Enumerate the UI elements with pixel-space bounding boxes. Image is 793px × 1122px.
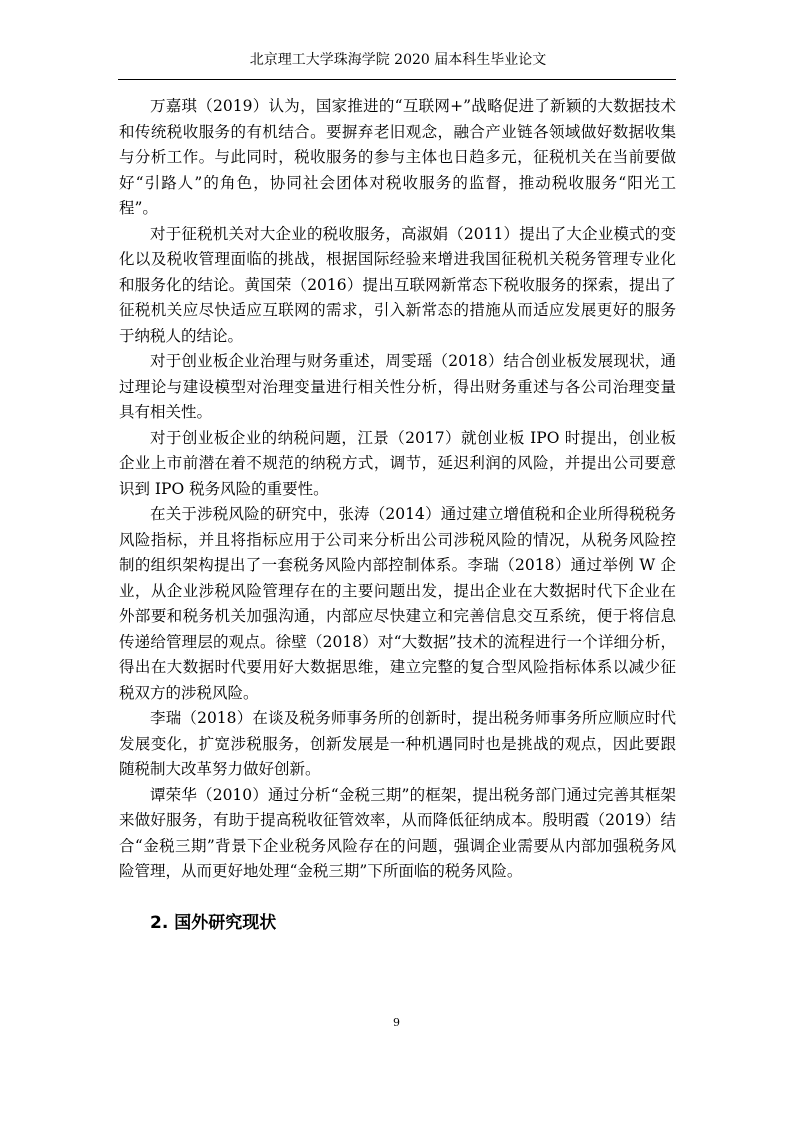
page-number: 9 [393, 1016, 400, 1029]
running-header: 北京理工大学珠海学院 2020 届本科生毕业论文 [249, 52, 547, 68]
header-divider [118, 79, 676, 80]
paragraph: 在关于涉税风险的研究中，张涛（2014）通过建立增值税和企业所得税税务风险指标，并且将指标应用于公司来分析出公司涉税风险的情况，从税务风险控制的组织架构提出了一套税务风险内部控制体系。李瑞（2018）通过举例 W 企业，从企业涉税风险管理存在的主要问题出发，提出企业在大数据时代下企业在外部要和税务机关加强沟通，内部应尽快建立和完善信息交互系统，便于将信息传递给管理层的观点。徐壁（2018）对“大数据”技术的流程进行一个详细分析，得出在大数据时代要用好大数据思维，建立完整的复合型风险指标体系以减少征税双方的涉税风险。 [119, 505, 676, 702]
body-text [119, 94, 676, 885]
paragraph: 对于征税机关对大企业的税收服务，高淑娟（2011）提出了大企业模式的变化以及税收管理面临的挑战，根据国际经验来增进我国征税机关税务管理专业化和服务化的结论。黄国荣（2016）提出互联网新常态下税收服务的探索，提出了征税机关应尽快适应互联网的需求，引入新常态的措施从而适应发展更好的服务于纳税人的结论。 [119, 224, 676, 345]
paragraph: 万嘉琪（2019）认为，国家推进的“互联网+”战略促进了新颖的大数据技术和传统税收服务的有机结合。要摒弃老旧观念，融合产业链各领域做好数据收集与分析工作。与此同时，税收服务的参与主体也日趋多元，征税机关在当前要做好“引路人”的角色，协同社会团体对税收服务的监督，推动税收服务“阳光工程”。 [119, 97, 676, 217]
section-heading: 2. 国外研究现状 [150, 913, 277, 933]
paragraph: 对于创业板企业的纳税问题，江景（2017）就创业板 IPO 时提出，创业板企业上市前潜在着不规范的纳税方式，调节，延迟利润的风险，并提出公司要意识到 IPO 税务风险的重要性。 [119, 428, 676, 498]
paragraph: 李瑞（2018）在谈及税务师事务所的创新时，提出税务师事务所应顺应时代发展变化，扩宽涉税服务，创新发展是一种机遇同时也是挑战的观点，因此要跟随税制大改革努力做好创新。 [119, 709, 676, 778]
paragraph: 谭荣华（2010）通过分析“金税三期”的框架，提出税务部门通过完善其框架来做好服务，有助于提高税收征管效率，从而降低征纳成本。殷明霞（2019）结合“金税三期”背景下企业税务风险存在的问题，强调企业需要从内部加强税务风险管理，从而更好地处理“金税三期”下所面临的税务风险。 [119, 785, 676, 880]
paragraph: 对于创业板企业治理与财务重述，周雯瑶（2018）结合创业板发展现状，通过理论与建设模型对治理变量进行相关性分析，得出财务重述与各公司治理变量具有相关性。 [119, 352, 676, 421]
